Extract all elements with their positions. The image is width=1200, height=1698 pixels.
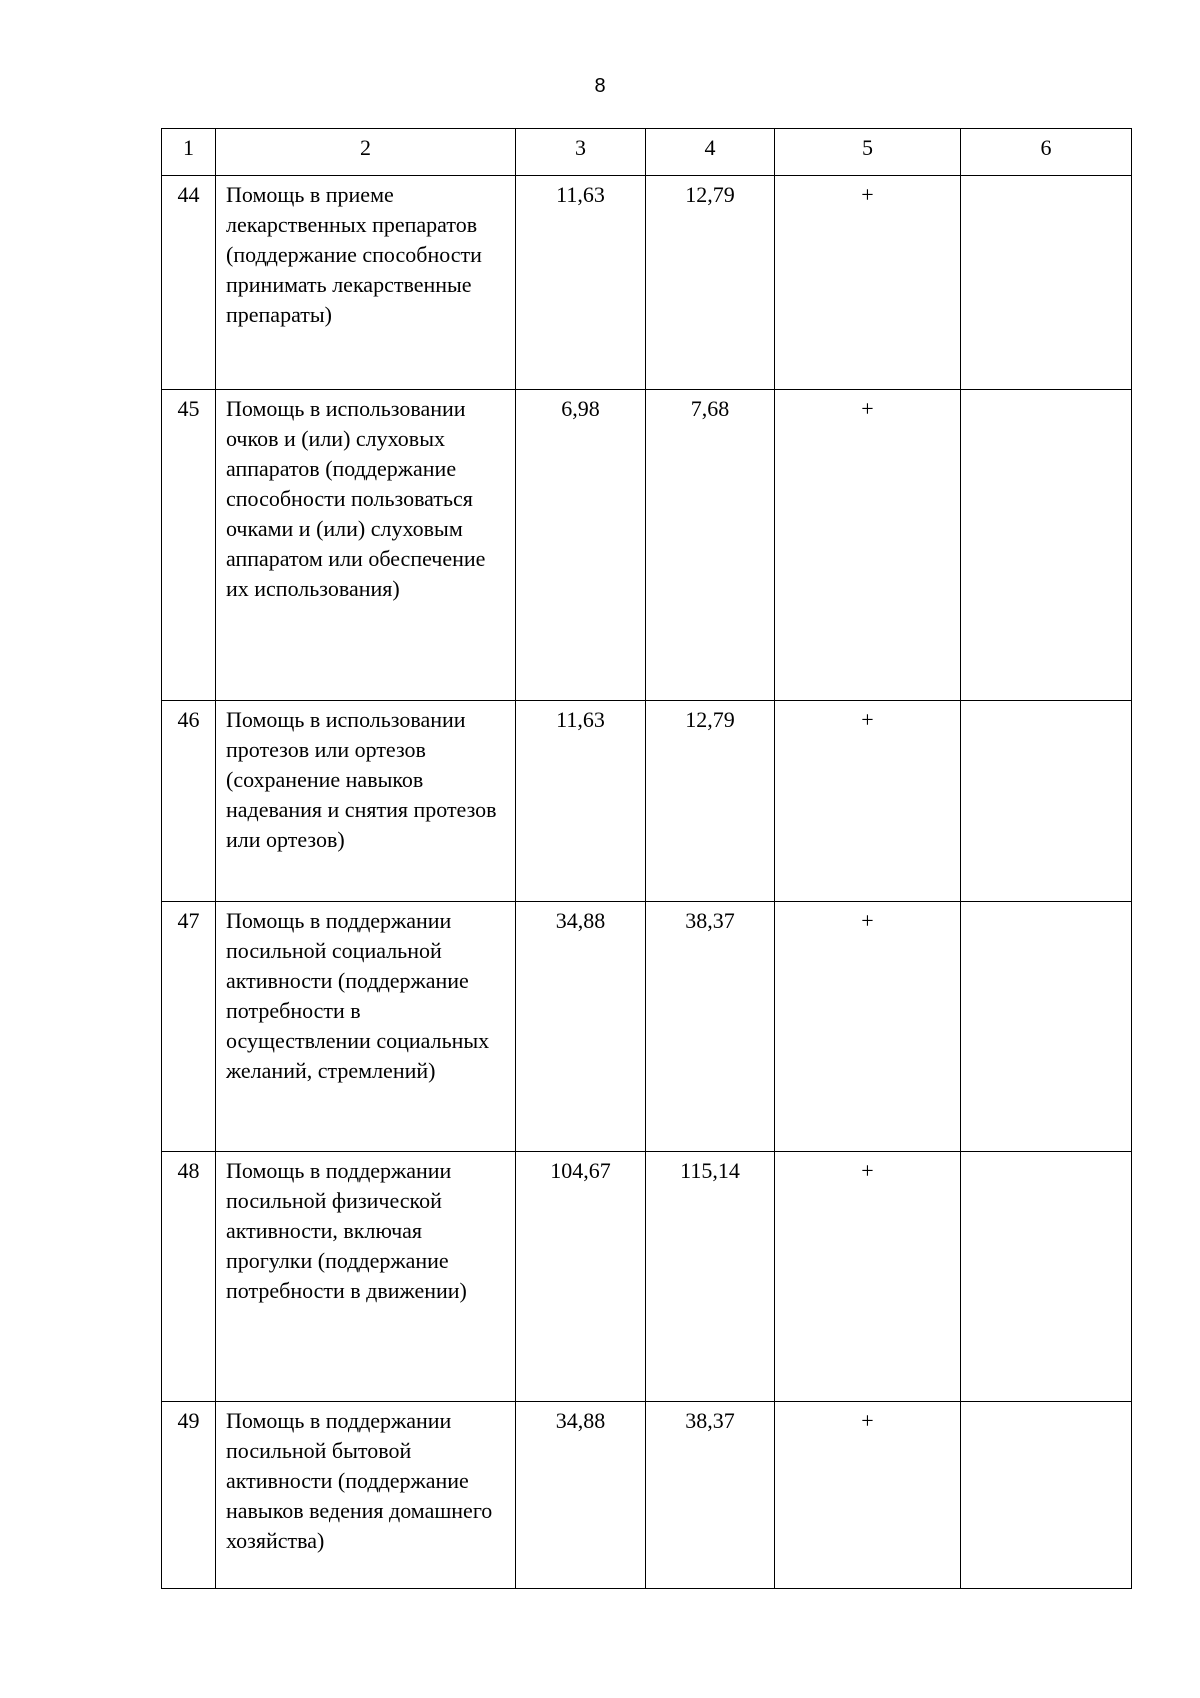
table-row <box>162 176 1132 390</box>
row-number: 49 <box>162 1402 216 1589</box>
services-table <box>161 128 1132 1589</box>
mark-col5: + <box>775 1402 961 1589</box>
value-col3: 11,63 <box>516 176 646 390</box>
row-number: 45 <box>162 390 216 701</box>
table-row <box>162 701 1132 902</box>
value-col4: 12,79 <box>646 176 775 390</box>
header-cell: 5 <box>775 129 961 176</box>
table-header-row <box>162 129 1132 176</box>
row-number: 46 <box>162 701 216 902</box>
value-col6 <box>961 902 1132 1152</box>
value-col3: 6,98 <box>516 390 646 701</box>
mark-col5: + <box>775 176 961 390</box>
value-col3: 34,88 <box>516 1402 646 1589</box>
table-row <box>162 902 1132 1152</box>
row-number: 44 <box>162 176 216 390</box>
value-col4: 115,14 <box>646 1152 775 1402</box>
header-cell: 6 <box>961 129 1132 176</box>
row-number: 47 <box>162 902 216 1152</box>
mark-col5: + <box>775 701 961 902</box>
mark-col5: + <box>775 1152 961 1402</box>
value-col3: 11,63 <box>516 701 646 902</box>
service-name: Помощь в поддержании посильной физической активности, включая прогулки (поддержание потребности в движении) <box>216 1152 516 1402</box>
value-col4: 12,79 <box>646 701 775 902</box>
value-col4: 38,37 <box>646 1402 775 1589</box>
value-col6 <box>961 701 1132 902</box>
value-col6 <box>961 176 1132 390</box>
header-cell: 2 <box>216 129 516 176</box>
table-row <box>162 1402 1132 1589</box>
mark-col5: + <box>775 902 961 1152</box>
service-name: Помощь в использовании очков и (или) слуховых аппаратов (поддержание способности пользоваться очками и (или) слуховым аппаратом или обеспечение их использования) <box>216 390 516 701</box>
header-cell: 4 <box>646 129 775 176</box>
table-row <box>162 1152 1132 1402</box>
header-cell: 1 <box>162 129 216 176</box>
value-col6 <box>961 390 1132 701</box>
page-number: 8 <box>594 75 606 97</box>
value-col6 <box>961 1152 1132 1402</box>
value-col3: 34,88 <box>516 902 646 1152</box>
value-col6 <box>961 1402 1132 1589</box>
table-row <box>162 390 1132 701</box>
mark-col5: + <box>775 390 961 701</box>
value-col4: 7,68 <box>646 390 775 701</box>
header-cell: 3 <box>516 129 646 176</box>
row-number: 48 <box>162 1152 216 1402</box>
service-name: Помощь в использовании протезов или ортезов (сохранение навыков надевания и снятия протезов или ортезов) <box>216 701 516 902</box>
value-col4: 38,37 <box>646 902 775 1152</box>
value-col3: 104,67 <box>516 1152 646 1402</box>
service-name: Помощь в приеме лекарственных препаратов (поддержание способности принимать лекарственные препараты) <box>216 176 516 390</box>
service-name: Помощь в поддержании посильной бытовой активности (поддержание навыков ведения домашнего хозяйства) <box>216 1402 516 1589</box>
service-name: Помощь в поддержании посильной социальной активности (поддержание потребности в осуществлении социальных желаний, стремлений) <box>216 902 516 1152</box>
